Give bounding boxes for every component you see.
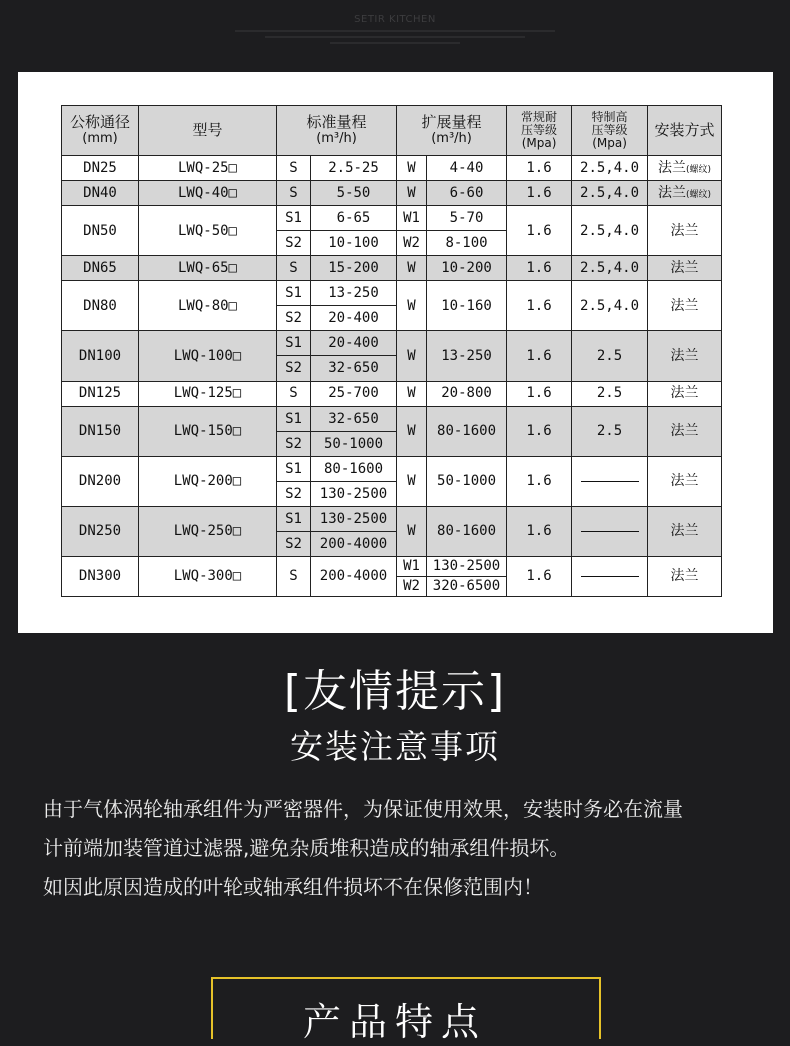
cell-ext-code: W: [397, 456, 427, 506]
tips-subtitle: 安装注意事项: [290, 727, 500, 766]
header-model: 型号: [139, 106, 277, 156]
tips-title: [友情提示]: [283, 666, 507, 717]
cell-ext-range: 6-60: [427, 181, 507, 206]
cell-std-range: 20-400: [311, 306, 397, 331]
cell-model: LWQ-25□: [139, 156, 277, 181]
cell-std-code: S1: [277, 206, 311, 231]
cell-normal-pressure: 1.6: [507, 281, 572, 331]
table-row: [62, 181, 722, 206]
cell-special-pressure: 2.5: [572, 381, 648, 406]
cell-std-range: 130-2500: [311, 481, 397, 506]
cell-std-code: S2: [277, 306, 311, 331]
cell-ext-code: W: [397, 256, 427, 281]
table-row: [62, 331, 722, 356]
cell-std-range: 6-65: [311, 206, 397, 231]
tips-line: 计前端加装管道过滤器,避免杂质堆积造成的轴承组件损坏。: [43, 836, 570, 860]
cell-ext-code: W: [397, 506, 427, 556]
cell-normal-pressure: 1.6: [507, 506, 572, 556]
cell-std-code: S1: [277, 506, 311, 531]
cell-std-range: 15-200: [311, 256, 397, 281]
cell-std-range: 10-100: [311, 231, 397, 256]
cell-ext-range: 13-250: [427, 331, 507, 381]
cell-std-range: 80-1600: [311, 456, 397, 481]
table-row: [62, 556, 722, 576]
cell-normal-pressure: 1.6: [507, 156, 572, 181]
cell-dn: DN25: [62, 156, 139, 181]
table-row: [62, 456, 722, 481]
table-header-row: [62, 106, 722, 156]
table-row: [62, 206, 722, 231]
cell-model: LWQ-50□: [139, 206, 277, 256]
cell-special-pressure: 2.5,4.0: [572, 281, 648, 331]
cell-ext-range: 130-2500: [427, 556, 507, 576]
tips-body: [43, 790, 755, 907]
cell-ext-code: W: [397, 381, 427, 406]
cell-ext-range: 20-800: [427, 381, 507, 406]
cell-dn: DN300: [62, 556, 139, 596]
cell-install: 法兰(螺纹): [648, 181, 722, 206]
cell-std-range: 2.5-25: [311, 156, 397, 181]
cell-std-code: S2: [277, 481, 311, 506]
cell-std-code: S1: [277, 456, 311, 481]
cell-ext-code: W1: [397, 556, 427, 576]
table-row: [62, 256, 722, 281]
header-normal-pressure: 常规耐 压等级 (Mpa): [507, 106, 572, 156]
cell-install: 法兰: [648, 381, 722, 406]
cell-ext-code: W1: [397, 206, 427, 231]
cell-model: LWQ-100□: [139, 331, 277, 381]
cell-dn: DN100: [62, 331, 139, 381]
cell-ext-range: 10-200: [427, 256, 507, 281]
cell-std-range: 5-50: [311, 181, 397, 206]
cell-std-range: 200-4000: [311, 556, 397, 596]
cell-std-code: S: [277, 381, 311, 406]
cell-install: 法兰: [648, 556, 722, 596]
header-special-pressure: 特制高 压等级 (Mpa): [572, 106, 648, 156]
cell-normal-pressure: 1.6: [507, 331, 572, 381]
cell-model: LWQ-250□: [139, 506, 277, 556]
cell-ext-range: 8-100: [427, 231, 507, 256]
cell-ext-range: 320-6500: [427, 576, 507, 596]
cell-model: LWQ-200□: [139, 456, 277, 506]
tips-line: 如因此原因造成的叶轮或轴承组件损坏不在保修范围内！: [43, 875, 543, 899]
cell-special-pressure: 2.5,4.0: [572, 206, 648, 256]
cell-install: 法兰: [648, 506, 722, 556]
cell-install: 法兰: [648, 456, 722, 506]
table-row: [62, 381, 722, 406]
cell-std-code: S: [277, 181, 311, 206]
cell-std-range: 13-250: [311, 281, 397, 306]
cell-special-pressure: 2.5: [572, 331, 648, 381]
cell-install: 法兰: [648, 331, 722, 381]
cell-std-range: 50-1000: [311, 431, 397, 456]
cell-model: LWQ-40□: [139, 181, 277, 206]
cell-std-code: S2: [277, 531, 311, 556]
cell-std-code: S: [277, 556, 311, 596]
cell-special-pressure-none: [572, 506, 648, 556]
cell-ext-range: 80-1600: [427, 406, 507, 456]
cell-install: 法兰: [648, 406, 722, 456]
cell-std-range: 200-4000: [311, 531, 397, 556]
cell-install: 法兰: [648, 281, 722, 331]
cell-std-code: S2: [277, 231, 311, 256]
cell-special-pressure-none: [572, 556, 648, 596]
cell-ext-code: W: [397, 181, 427, 206]
cell-ext-code: W: [397, 281, 427, 331]
cell-std-range: 32-650: [311, 356, 397, 381]
cell-model: LWQ-150□: [139, 406, 277, 456]
cell-normal-pressure: 1.6: [507, 556, 572, 596]
spec-table: [61, 105, 722, 597]
header-install: 安装方式: [648, 106, 722, 156]
cell-std-range: 130-2500: [311, 506, 397, 531]
features-title: 产品特点: [302, 1000, 487, 1044]
cell-special-pressure: 2.5,4.0: [572, 256, 648, 281]
cell-model: LWQ-80□: [139, 281, 277, 331]
cell-normal-pressure: 1.6: [507, 206, 572, 256]
cell-normal-pressure: 1.6: [507, 406, 572, 456]
cell-dn: DN125: [62, 381, 139, 406]
cell-ext-code: W2: [397, 231, 427, 256]
header-std-range: 标准量程 (m³/h): [277, 106, 397, 156]
cell-dn: DN250: [62, 506, 139, 556]
table-row: [62, 406, 722, 431]
cell-normal-pressure: 1.6: [507, 381, 572, 406]
cell-ext-range: 80-1600: [427, 506, 507, 556]
cell-special-pressure: 2.5,4.0: [572, 156, 648, 181]
cell-model: LWQ-125□: [139, 381, 277, 406]
spec-table-panel: [18, 72, 773, 633]
cell-install: 法兰: [648, 206, 722, 256]
cell-dn: DN200: [62, 456, 139, 506]
cell-install: 法兰(螺纹): [648, 156, 722, 181]
cell-ext-code: W2: [397, 576, 427, 596]
cell-std-code: S2: [277, 356, 311, 381]
cell-install: 法兰: [648, 256, 722, 281]
brand-tagline-lines: [235, 30, 555, 48]
cell-normal-pressure: 1.6: [507, 456, 572, 506]
cell-std-code: S2: [277, 431, 311, 456]
cell-std-range: 25-700: [311, 381, 397, 406]
cell-ext-range: 5-70: [427, 206, 507, 231]
cell-std-code: S: [277, 156, 311, 181]
cell-dn: DN40: [62, 181, 139, 206]
cell-dn: DN80: [62, 281, 139, 331]
cell-std-range: 20-400: [311, 331, 397, 356]
cell-model: LWQ-65□: [139, 256, 277, 281]
cell-normal-pressure: 1.6: [507, 181, 572, 206]
header-dn: 公称通径 (mm): [62, 106, 139, 156]
cell-std-code: S: [277, 256, 311, 281]
cell-std-code: S1: [277, 406, 311, 431]
cell-special-pressure: 2.5,4.0: [572, 181, 648, 206]
cell-dn: DN150: [62, 406, 139, 456]
cell-special-pressure: 2.5: [572, 406, 648, 456]
header-ext-range: 扩展量程 (m³/h): [397, 106, 507, 156]
cell-ext-range: 50-1000: [427, 456, 507, 506]
cell-normal-pressure: 1.6: [507, 256, 572, 281]
cell-ext-range: 10-160: [427, 281, 507, 331]
cell-ext-code: W: [397, 156, 427, 181]
cell-model: LWQ-300□: [139, 556, 277, 596]
cell-dn: DN50: [62, 206, 139, 256]
cell-dn: DN65: [62, 256, 139, 281]
cell-ext-code: W: [397, 406, 427, 456]
table-row: [62, 156, 722, 181]
tips-line: 由于气体涡轮轴承组件为严密器件，为保证使用效果，安装时务必在流量: [43, 797, 683, 821]
cell-special-pressure-none: [572, 456, 648, 506]
brand-name: SETIR KITCHEN: [354, 14, 436, 25]
cell-std-code: S1: [277, 331, 311, 356]
table-row: [62, 506, 722, 531]
cell-std-range: 32-650: [311, 406, 397, 431]
table-row: [62, 281, 722, 306]
cell-std-code: S1: [277, 281, 311, 306]
cell-ext-code: W: [397, 331, 427, 381]
cell-ext-range: 4-40: [427, 156, 507, 181]
